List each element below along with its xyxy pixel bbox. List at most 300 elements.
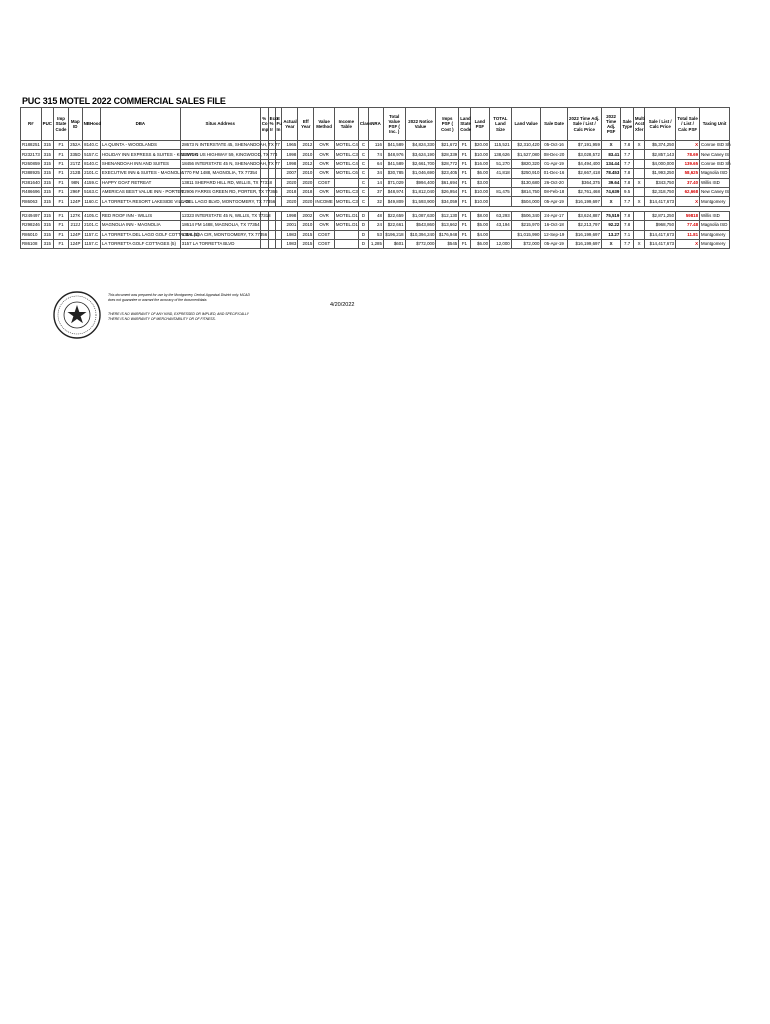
column-header: R#	[21, 108, 42, 141]
table-cell: 124P	[68, 197, 82, 206]
table-cell: $196,218	[383, 230, 405, 239]
table-cell: $545	[436, 239, 459, 248]
table-cell: C	[358, 197, 368, 206]
table-cell: 24	[369, 221, 384, 230]
table-cell: $22,659	[383, 211, 405, 220]
table-cell: F1	[54, 141, 69, 150]
table-cell: $994,400	[405, 178, 436, 187]
page-title: PUC 315 MOTEL 2022 COMMERCIAL SALES FILE	[22, 96, 226, 106]
table-cell: 37	[369, 187, 384, 196]
table-cell: D	[358, 230, 368, 239]
table-cell: 7.7	[621, 150, 634, 159]
table-cell: $30,785	[383, 169, 405, 178]
table-cell: OVR	[314, 187, 335, 196]
table-cell: MOTEL.C4	[334, 141, 358, 150]
table-cell: LA TORRETTA RESORT LAKESIDE VILLAS	[100, 197, 180, 206]
table-cell: 7.7	[621, 239, 634, 248]
table-cell: 2020	[298, 178, 314, 187]
table-cell: Willis ISD	[700, 211, 730, 220]
table-body	[21, 141, 730, 249]
column-header: Income Table	[334, 108, 358, 141]
column-header: Situs Address	[180, 108, 260, 141]
table-cell: 4105.C	[82, 211, 100, 220]
table-cell: X	[601, 141, 620, 150]
table-cell: 2001	[282, 221, 298, 230]
table-cell: COST	[314, 239, 335, 248]
print-date: 4/20/2022	[330, 302, 355, 308]
table-cell: SHENANDOAH INN AND SUITES	[100, 159, 180, 168]
table-cell: 59818	[676, 211, 700, 220]
table-cell	[260, 239, 268, 248]
table-cell: $130,680	[511, 178, 541, 187]
table-cell: 48	[369, 211, 384, 220]
table-cell: 92.22	[601, 221, 620, 230]
table-cell: R298246	[21, 221, 42, 230]
table-cell: 1983	[282, 230, 298, 239]
table-row	[21, 239, 730, 248]
table-cell: R232173	[21, 150, 42, 159]
table-cell: R388925	[21, 169, 42, 178]
disclaimer-text: This document was prepared for use by the Montgomery Central Appraisal District only. MCAD does not guarantee or warrant the accuracy of the document/data.	[108, 293, 250, 302]
table-cell: $10,394,240	[405, 230, 436, 239]
table-cell: 1 DEL LAGO BLVD, MONTGOMERY, TX 77356	[180, 197, 260, 206]
table-cell: 2020	[298, 197, 314, 206]
table-cell: LA TORRETTA DEL LAGO GOLF COTTAGES (1)	[100, 230, 180, 239]
table-cell: 13811 SHEPARD HILL RD, WILLIS, TX 77318	[180, 178, 260, 187]
table-cell: 2020	[282, 197, 298, 206]
table-cell: 1998	[282, 159, 298, 168]
table-cell	[490, 178, 512, 187]
table-cell	[633, 221, 644, 230]
table-cell: 12323 INTERSTATE 45 N, WILLIS, TX 77318	[180, 211, 260, 220]
table-cell: Magnolia ISD	[700, 221, 730, 230]
table-cell: MOTEL.D1	[334, 211, 358, 220]
column-header: % Co mp	[260, 108, 268, 141]
table-cell: $16.00	[470, 159, 489, 168]
table-cell: MOTEL.C4	[334, 159, 358, 168]
table-cell: $968,750	[645, 221, 676, 230]
table-cell: 2015	[298, 230, 314, 239]
table-cell: AMERICAS BEST VALUE INN - PORTER	[100, 187, 180, 196]
column-header: Eff Year	[298, 108, 314, 141]
table-cell: 13.27	[601, 230, 620, 239]
table-cell: 315	[41, 141, 54, 150]
table-cell: X	[601, 239, 620, 248]
table-cell: $364,375	[567, 178, 601, 187]
table-cell: C	[358, 169, 368, 178]
table-cell: $4,494,400	[567, 159, 601, 168]
table-cell	[260, 169, 268, 178]
table-cell: $1,993,250	[645, 169, 676, 178]
table-cell: F1	[459, 221, 470, 230]
table-cell: OVR	[314, 169, 335, 178]
table-cell: 74	[369, 150, 384, 159]
table-cell: 11.81	[676, 230, 700, 239]
table-cell: MAGNOLIA INN - MAGNOLIA	[100, 221, 180, 230]
table-cell: 1160.C	[82, 197, 100, 206]
table-cell: Montgomery	[700, 230, 730, 239]
table-cell: 1770 FM 1488, MAGNOLIA, TX 77354	[180, 169, 260, 178]
table-cell: 2010	[298, 169, 314, 178]
column-header: Eco % Ir	[268, 108, 275, 141]
table-row	[21, 169, 730, 178]
table-cell: C	[358, 159, 368, 168]
table-cell: 32	[369, 197, 384, 206]
table-cell: 124P	[68, 230, 82, 239]
table-cell: 1998	[282, 150, 298, 159]
table-cell: $14,417,673	[645, 230, 676, 239]
table-cell: $48,976	[383, 150, 405, 159]
column-header: Land State Code	[459, 108, 470, 141]
table-cell: $2,318,750	[645, 187, 676, 196]
table-cell: $8.00	[470, 211, 489, 220]
table-cell: 22675 N US HIGHWAY 59, KINGWOOD, TX 773	[180, 150, 260, 159]
table-cell: 124P	[68, 239, 82, 248]
table-row	[21, 187, 730, 196]
table-cell: C	[358, 150, 368, 159]
column-header: E Fu In	[275, 108, 282, 141]
table-cell: C	[358, 187, 368, 196]
table-cell: 18456 INTERSTATE 45 N, SHENANDOAH, TX 77	[180, 159, 260, 168]
table-cell: $250,910	[511, 169, 541, 178]
table-cell: 335D	[68, 150, 82, 159]
table-cell: 28673 N INTERSTATE 45, SHENANDOAH, TX 77	[180, 141, 260, 150]
table-cell	[275, 230, 282, 239]
table-cell: OVR	[314, 221, 335, 230]
table-cell: $34,059	[436, 197, 459, 206]
table-cell: $1,593,900	[405, 197, 436, 206]
table-cell: $72,000	[511, 239, 541, 248]
table-cell: 78.69	[676, 150, 700, 159]
table-cell: $814,750	[511, 187, 541, 196]
column-header: Taxing Unit	[700, 108, 730, 141]
table-cell	[268, 239, 275, 248]
table-cell: $176,948	[436, 230, 459, 239]
column-header: Sale Type	[621, 108, 634, 141]
table-cell: 2010	[298, 221, 314, 230]
table-cell: 2012	[298, 141, 314, 150]
table-cell: 1,285	[369, 239, 384, 248]
table-cell: $12,130	[436, 211, 459, 220]
column-header: PUC	[41, 108, 54, 141]
table-cell	[260, 221, 268, 230]
table-cell: X	[633, 141, 644, 150]
table-cell: 315	[41, 239, 54, 248]
table-cell: 252A	[68, 141, 82, 150]
column-header: 2022 Notice Value	[405, 108, 436, 141]
table-row	[21, 159, 730, 168]
table-cell: F1	[54, 150, 69, 159]
table-cell: $23,405	[436, 169, 459, 178]
table-cell: $6.00	[470, 169, 489, 178]
table-cell: $4.00	[470, 230, 489, 239]
table-cell: $7,191,959	[567, 141, 601, 150]
table-cell: $1,087,630	[405, 211, 436, 220]
table-cell	[275, 169, 282, 178]
table-cell: F1	[54, 169, 69, 178]
table-cell: 74,639	[601, 187, 620, 196]
table-cell: 315	[41, 178, 54, 187]
table-cell: 12-Sep-19	[541, 230, 567, 239]
table-cell: F1	[459, 211, 470, 220]
table-cell: 1157.C	[82, 230, 100, 239]
table-cell: $41,589	[383, 159, 405, 168]
table-cell: 43,194	[490, 221, 512, 230]
table-cell: 7.8	[621, 178, 634, 187]
table-cell: $16,199,697	[567, 230, 601, 239]
table-cell: $49,809	[383, 197, 405, 206]
table-cell: 7.7	[621, 159, 634, 168]
table-cell: X	[676, 197, 700, 206]
table-cell: F1	[459, 239, 470, 248]
table-cell: 08-Feb-18	[541, 187, 567, 196]
table-cell: 05-Apr-19	[541, 197, 567, 206]
warranty-text: THERE IS NO WARRANTY OF ANY KIND, EXPRESSED OR IMPLIED, AND SPECIFICALLY THERE IS NO WARRANTY OF MERCHANTABILITY OR OF FITNESS.	[108, 312, 249, 321]
table-cell: 53	[369, 230, 384, 239]
table-cell: F1	[459, 141, 470, 150]
table-cell: 315	[41, 197, 54, 206]
table-cell: MOTEL.C3	[334, 197, 358, 206]
table-cell: 134.44	[601, 159, 620, 168]
table-cell	[275, 211, 282, 220]
table-cell: F1	[54, 230, 69, 239]
table-cell: 5163.C	[82, 187, 100, 196]
table-cell: $2,310,420	[511, 141, 541, 150]
table-cell: 75,519	[601, 211, 620, 220]
table-cell: D	[358, 221, 368, 230]
column-header: Total Value PSF ( Inc. )	[383, 108, 405, 141]
column-header: 2022 Time Adj. PSF	[601, 108, 620, 141]
table-cell: 2020	[282, 178, 298, 187]
table-cell: 05-Apr-19	[541, 239, 567, 248]
table-cell: 315	[41, 187, 54, 196]
table-cell: 12,000	[490, 239, 512, 248]
table-cell: 2018	[298, 187, 314, 196]
table-cell: $3,624,887	[567, 211, 601, 220]
table-cell: 18614 FM 1488, MAGNOLIA, TX 77354	[180, 221, 260, 230]
table-cell: 1965	[282, 141, 298, 150]
sales-sheet	[20, 95, 730, 249]
table-cell: 7.8	[621, 141, 634, 150]
table-cell: X	[676, 141, 700, 150]
table-cell: $2,667,418	[567, 169, 601, 178]
table-cell: $16,199,697	[567, 239, 601, 248]
table-cell: 83.41	[601, 150, 620, 159]
table-row	[21, 211, 730, 220]
table-cell: 2018	[282, 187, 298, 196]
table-cell: D	[358, 211, 368, 220]
table-cell: 8140.C	[82, 141, 100, 150]
table-cell: 39.64	[601, 178, 620, 187]
table-cell: 51,270	[490, 159, 512, 168]
column-header: NBHood	[82, 108, 100, 141]
table-row	[21, 230, 730, 239]
table-cell: HOLIDAY INN EXPRESS & SUITES - KINGWOO	[100, 150, 180, 159]
table-cell: 2010	[298, 150, 314, 159]
table-cell: $2,871,250	[645, 211, 676, 220]
table-cell: 315	[41, 230, 54, 239]
table-cell: $2,661,700	[405, 159, 436, 168]
table-cell: 16-Oct-18	[541, 221, 567, 230]
table-cell: OVR	[314, 159, 335, 168]
table-cell	[268, 230, 275, 239]
table-cell: 98N	[68, 178, 82, 187]
table-cell: 139.65	[676, 159, 700, 168]
table-cell: $772,000	[405, 239, 436, 248]
column-header: Imps PSF ( Cost )	[436, 108, 459, 141]
table-row	[21, 221, 730, 230]
table-cell: $5.00	[470, 221, 489, 230]
table-cell	[334, 239, 358, 248]
table-cell: $26,954	[436, 187, 459, 196]
table-cell: X	[633, 178, 644, 187]
table-cell: $14,417,673	[645, 239, 676, 248]
column-header: 2022 Time Adj. Sale / List / Calc Price	[567, 108, 601, 141]
table-cell: 217Z	[68, 159, 82, 168]
table-cell: $5,374,250	[645, 141, 676, 150]
table-cell: 08-Dec-20	[541, 150, 567, 159]
table-cell: 2015	[298, 239, 314, 248]
table-cell: HAPPY GOAT RETREAT	[100, 178, 180, 187]
table-cell: 212J	[68, 221, 82, 230]
table-cell: MOTEL.C3	[334, 150, 358, 159]
table-cell: R486696	[21, 187, 42, 196]
table-cell: OVR	[314, 150, 335, 159]
table-cell: LA TORRETTA GOLF COTTAGES (5)	[100, 239, 180, 248]
table-cell: Magnolia ISD	[700, 169, 730, 178]
table-cell: F1	[54, 178, 69, 187]
table-cell: 14	[369, 178, 384, 187]
table-cell: $4,000,000	[645, 159, 676, 168]
table-cell: $601	[383, 239, 405, 248]
table-cell: F1	[54, 159, 69, 168]
table-cell: 296F	[68, 187, 82, 196]
table-cell: R381640	[21, 178, 42, 187]
table-cell: $22,661	[383, 221, 405, 230]
table-cell: 24-Apr-17	[541, 211, 567, 220]
table-cell: Montgomery	[700, 239, 730, 248]
table-cell: $820,320	[511, 159, 541, 168]
table-cell: New Caney IS	[700, 150, 730, 159]
table-cell: 05-Oct-16	[541, 141, 567, 150]
table-cell: 34	[369, 169, 384, 178]
table-cell: $28,339	[436, 150, 459, 159]
column-header: Value Method	[314, 108, 335, 141]
column-header: Map ID	[68, 108, 82, 141]
table-cell	[633, 159, 644, 168]
table-cell: $504,000	[511, 197, 541, 206]
column-header: Class	[358, 108, 368, 141]
table-cell: 01-Dec-16	[541, 169, 567, 178]
table-cell: 62,668	[676, 187, 700, 196]
table-cell: 7.8	[621, 169, 634, 178]
table-cell: 4159.C	[82, 178, 100, 187]
table-cell: 315	[41, 169, 54, 178]
table-cell: 7.7	[621, 197, 634, 206]
column-header: Sale Date	[541, 108, 567, 141]
table-cell: 115,521	[490, 141, 512, 150]
table-cell: 315	[41, 221, 54, 230]
table-cell	[268, 221, 275, 230]
table-cell: F1	[54, 221, 69, 230]
table-cell: INCOME	[314, 197, 335, 206]
table-cell: $10.00	[470, 197, 489, 206]
table-cell: F1	[459, 230, 470, 239]
table-cell: 22906 FARRIS GREEN RD, PORTER, TX 77365	[180, 187, 260, 196]
table-cell: 3157 LA TORRETTA BLVD	[180, 239, 260, 248]
table-cell	[275, 197, 282, 206]
table-cell	[275, 239, 282, 248]
table-cell: F1	[54, 197, 69, 206]
column-header: Land PSF	[470, 108, 489, 141]
table-cell: R249497	[21, 211, 42, 220]
table-cell: RED ROOF INN - WILLIS	[100, 211, 180, 220]
table-cell: $3,028,572	[567, 150, 601, 159]
table-cell: X	[676, 239, 700, 248]
table-cell: 1157.C	[82, 239, 100, 248]
table-cell: $20.00	[470, 141, 489, 150]
table-cell: $61,694	[436, 178, 459, 187]
table-cell: 315	[41, 211, 54, 220]
table-cell: 63,293	[490, 211, 512, 220]
table-cell: R188251	[21, 141, 42, 150]
table-cell: C	[358, 178, 368, 187]
table-cell: EXECUTIVE INN & SUITES - MAGNOLIA	[100, 169, 180, 178]
table-cell: F1	[459, 187, 470, 196]
column-header: Land Value	[511, 108, 541, 141]
table-cell: $13,662	[436, 221, 459, 230]
table-cell: 7.8	[621, 221, 634, 230]
table-cell: 2007	[282, 169, 298, 178]
table-cell: F1	[459, 150, 470, 159]
column-header: Actual Year	[282, 108, 298, 141]
table-cell: Willis ISD	[700, 178, 730, 187]
table-cell: R260859	[21, 159, 42, 168]
column-header: TOTAL Land Size	[490, 108, 512, 141]
table-cell: Conroe ISD Sh	[700, 159, 730, 168]
table-cell: MOTEL.D1	[334, 221, 358, 230]
table-cell: Montgomery	[700, 197, 730, 206]
table-row	[21, 178, 730, 187]
table-cell	[633, 211, 644, 220]
table-cell: 26-Oct-20	[541, 178, 567, 187]
table-cell	[490, 230, 512, 239]
table-cell: MOTEL.C3	[334, 187, 358, 196]
table-cell: $215,970	[511, 221, 541, 230]
table-cell: LA QUINTA - WOODLANDS	[100, 141, 180, 150]
table-cell: $16,199,697	[567, 197, 601, 206]
column-header: DBA	[100, 108, 180, 141]
table-cell: 315	[41, 150, 54, 159]
table-cell: $506,340	[511, 211, 541, 220]
table-cell: D	[358, 239, 368, 248]
table-cell: $1,046,690	[405, 169, 436, 178]
table-cell	[490, 197, 512, 206]
table-cell: $3,624,190	[405, 150, 436, 159]
table-cell: 01-Apr-19	[541, 159, 567, 168]
table-cell: Conroe ISD Sh	[700, 141, 730, 150]
table-cell: $1,527,080	[511, 150, 541, 159]
footer	[52, 290, 372, 345]
table-cell: $2,761,468	[567, 187, 601, 196]
table-cell: C	[358, 141, 368, 150]
table-cell: $1,015,990	[511, 230, 541, 239]
sales-table	[20, 107, 730, 249]
table-cell	[275, 221, 282, 230]
table-cell: OVR	[314, 141, 335, 150]
table-cell: $21,672	[436, 141, 459, 150]
table-cell	[275, 178, 282, 187]
